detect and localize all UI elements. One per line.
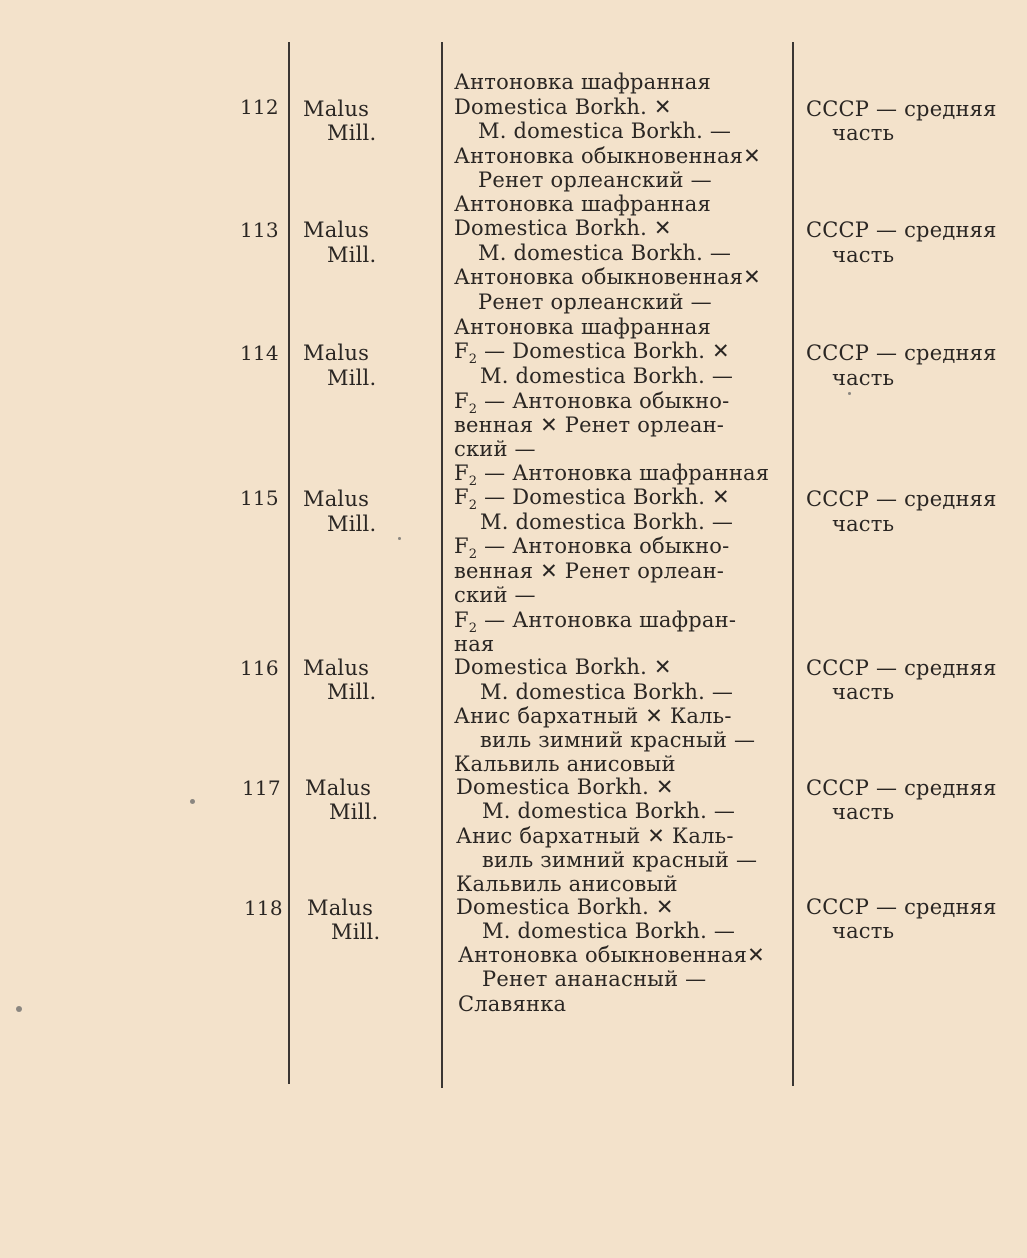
pedigree-line: Ренет орлеанский —	[478, 168, 712, 192]
region: СССР — средняя	[806, 218, 997, 242]
region: СССР — средняя	[806, 776, 997, 800]
pedigree-line: Ренет ананасный —	[482, 967, 707, 991]
column-rule-1	[288, 42, 290, 1084]
author: Mill.	[327, 121, 377, 145]
f2-label: F	[454, 389, 469, 413]
pedigree-line: Domestica Borkh. ✕	[456, 895, 674, 919]
pedigree-text: — Антоновка шафранная	[484, 461, 770, 485]
region-part: часть	[832, 121, 895, 145]
f2-subscript: 2	[468, 547, 478, 562]
pedigree-line: виль зимний красный —	[480, 728, 756, 752]
region-part: часть	[832, 800, 895, 824]
pedigree-line-f2	[454, 339, 730, 367]
pedigree-line: Анис бархатный ✕ Каль-	[454, 704, 732, 728]
pedigree-text: — Антоновка обыкно-	[484, 389, 730, 413]
f2-subscript: 2	[468, 402, 478, 417]
genus: Malus	[305, 776, 372, 800]
pedigree-line: Кальвиль анисовый	[456, 872, 678, 896]
pedigree-text: — Антоновка шафран-	[484, 608, 737, 632]
f2-label: F	[454, 485, 469, 509]
genus: Malus	[303, 487, 370, 511]
f2-label: F	[454, 461, 469, 485]
pedigree-line: Ренет орлеанский —	[478, 290, 712, 314]
pedigree-line: Domestica Borkh. ✕	[454, 95, 672, 119]
f2-subscript: 2	[468, 352, 478, 367]
pedigree-line: ский —	[454, 583, 536, 607]
region: СССР — средняя	[806, 656, 997, 680]
region: СССР — средняя	[806, 487, 997, 511]
region-part: часть	[832, 512, 895, 536]
author: Mill.	[327, 512, 377, 536]
region-part: часть	[832, 680, 895, 704]
pedigree-line: M. domestica Borkh. —	[480, 510, 734, 534]
pedigree-text: — Антоновка обыкно-	[484, 534, 730, 558]
pedigree-line: M. domestica Borkh. —	[482, 799, 736, 823]
region: СССР — средняя	[806, 341, 997, 365]
pedigree-text: — Domestica Borkh. ✕	[484, 339, 730, 363]
region: СССР — средняя	[806, 97, 997, 121]
row-number: 114	[240, 341, 279, 365]
pedigree-line-f2	[454, 608, 736, 636]
pedigree-line: Антоновка обыкновенная✕	[454, 144, 761, 168]
pedigree-text: — Domestica Borkh. ✕	[484, 485, 730, 509]
f2-label: F	[454, 608, 469, 632]
pedigree-line: Антоновка шафранная	[454, 315, 711, 339]
pedigree-line: виль зимний красный —	[482, 848, 758, 872]
pedigree-line: M. domestica Borkh. —	[478, 119, 732, 143]
author: Mill.	[331, 920, 381, 944]
pedigree-line-f2	[454, 534, 729, 562]
pedigree-line: Антоновка шафранная	[454, 192, 711, 216]
pedigree-line: M. domestica Borkh. —	[482, 919, 736, 943]
paper-speck	[16, 1006, 22, 1012]
pedigree-line: ский —	[454, 437, 536, 461]
author: Mill.	[327, 366, 377, 390]
pedigree-line: M. domestica Borkh. —	[478, 241, 732, 265]
row-number: 116	[240, 656, 279, 680]
region-part: часть	[832, 243, 895, 267]
row-number: 112	[240, 95, 279, 119]
pedigree-line: Антоновка обыкновенная✕	[454, 265, 761, 289]
paper-speck	[398, 537, 401, 540]
paper-speck	[190, 799, 195, 804]
region: СССР — средняя	[806, 895, 997, 919]
region-part: часть	[832, 919, 895, 943]
pedigree-line-f2	[454, 485, 730, 513]
genus: Malus	[307, 896, 374, 920]
pedigree-line: Анис бархатный ✕ Каль-	[456, 824, 734, 848]
row-number: 118	[244, 896, 283, 920]
column-rule-3	[792, 42, 794, 1086]
f2-subscript: 2	[468, 498, 478, 513]
row-number: 115	[240, 486, 279, 510]
genus: Malus	[303, 341, 370, 365]
genus: Malus	[303, 97, 370, 121]
pedigree-line: Domestica Borkh. ✕	[454, 216, 672, 240]
row-number: 117	[242, 776, 281, 800]
genus: Malus	[303, 218, 370, 242]
pedigree-line: Славянка	[458, 992, 567, 1016]
author: Mill.	[329, 800, 379, 824]
f2-label: F	[454, 534, 469, 558]
pedigree-line: Кальвиль анисовый	[454, 752, 676, 776]
pedigree-line: Антоновка шафранная	[454, 70, 711, 94]
pedigree-line: Domestica Borkh. ✕	[456, 775, 674, 799]
pedigree-line: Domestica Borkh. ✕	[454, 655, 672, 679]
pedigree-line: M. domestica Borkh. —	[480, 364, 734, 388]
row-number: 113	[240, 218, 279, 242]
pedigree-line: M. domestica Borkh. —	[480, 680, 734, 704]
pedigree-line: ная	[454, 632, 495, 656]
region-part: часть	[832, 366, 895, 390]
column-rule-2	[441, 42, 443, 1088]
pedigree-line: Антоновка обыкновенная✕	[458, 943, 765, 967]
f2-subscript: 2	[468, 621, 478, 636]
paper-speck	[848, 392, 851, 395]
f2-subscript: 2	[468, 474, 478, 489]
genus: Malus	[303, 656, 370, 680]
f2-label: F	[454, 339, 469, 363]
pedigree-line: венная ✕ Ренет орлеан-	[454, 559, 725, 583]
author: Mill.	[327, 243, 377, 267]
author: Mill.	[327, 680, 377, 704]
pedigree-line: венная ✕ Ренет орлеан-	[454, 413, 725, 437]
